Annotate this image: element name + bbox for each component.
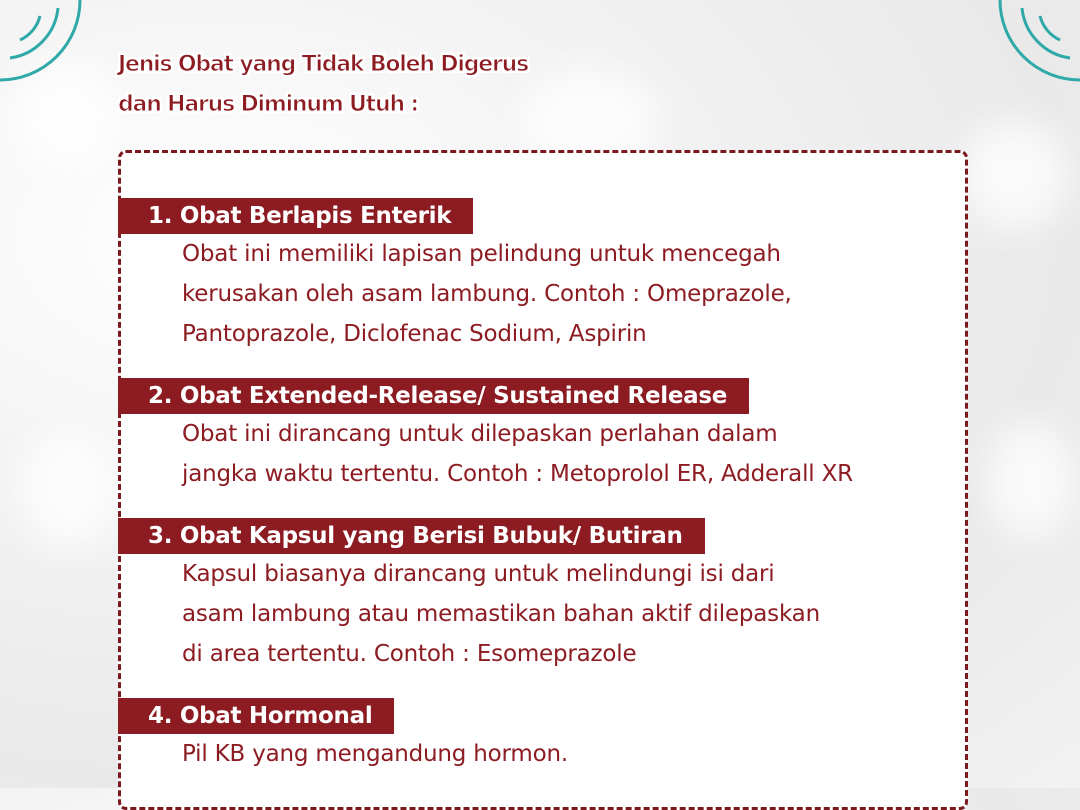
- description-line: di area tertentu. Contoh : Esomeprazole: [182, 641, 637, 667]
- bokeh-light: [985, 420, 1075, 540]
- description-line: Pantoprazole, Diclofenac Sodium, Aspirin: [182, 321, 647, 347]
- description-line: asam lambung atau memastikan bahan aktif dilepaskan: [182, 601, 820, 627]
- bokeh-light: [20, 430, 120, 550]
- item-heading: 3. Obat Kapsul yang Berisi Bubuk/ Butiran: [118, 518, 705, 554]
- description-line: Kapsul biasanya dirancang untuk melindungi isi dari: [182, 561, 775, 587]
- description-line: kerusakan oleh asam lambung. Contoh : Omeprazole,: [182, 281, 792, 307]
- list-item: [118, 198, 792, 354]
- bokeh-light: [960, 120, 1070, 230]
- item-description: [182, 734, 568, 774]
- teal-arcs-right-decoration: [990, 0, 1080, 90]
- description-line: Obat ini memiliki lapisan pelindung untuk mencegah: [182, 241, 781, 267]
- item-description: [182, 554, 820, 674]
- list-item: [118, 698, 568, 774]
- title-line-1: Jenis Obat yang Tidak Boleh Digerus: [118, 52, 528, 77]
- list-item: [118, 378, 853, 494]
- description-line: jangka waktu tertentu. Contoh : Metoprolol ER, Adderall XR: [182, 461, 853, 487]
- item-heading: 4. Obat Hormonal: [118, 698, 394, 734]
- description-line: Pil KB yang mengandung hormon.: [182, 741, 568, 767]
- item-description: [182, 234, 792, 354]
- title-line-2: dan Harus Diminum Utuh :: [118, 92, 418, 117]
- page-title: [118, 45, 528, 125]
- content-card: [118, 150, 968, 810]
- description-line: Obat ini dirancang untuk dilepaskan perlahan dalam: [182, 421, 778, 447]
- item-heading: 2. Obat Extended-Release/ Sustained Release: [118, 378, 749, 414]
- item-heading: 1. Obat Berlapis Enterik: [118, 198, 473, 234]
- item-description: [182, 414, 853, 494]
- teal-arcs-left-decoration: [0, 0, 90, 90]
- list-item: [118, 518, 820, 674]
